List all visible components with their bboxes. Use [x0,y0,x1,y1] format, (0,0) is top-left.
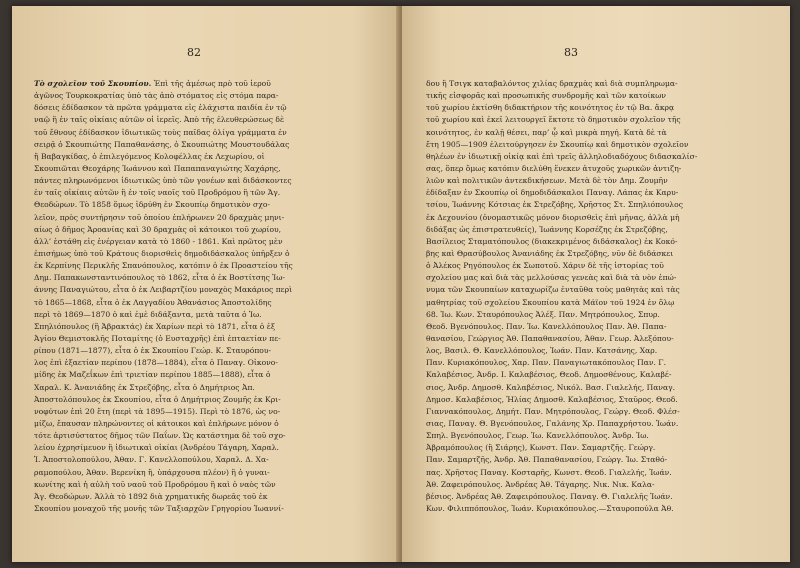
text-line: βης καὶ Θρασύβουλος Ἀνανιάδης ἐκ Στρεζόβης, νῦν δὲ διδάσκει [426,248,674,258]
text-line: ραμοπούλου, Ἀθαν. Βερενίκη ἢ, ὑπάρχουσα πλέον) ἢ ὁ γυναι- [34,467,270,477]
text-line: τοῦ χωρίου ἐκτίσθη διδακτήριον τῆς κοινότητος ἐν τῷ Βα. ἄκρᾳ [426,103,675,113]
text-line: Ἰ. Ἀποστολοπούλου, Ἀθαν. Γ. Κανελλοπούλου, Χαραλ. Δ. Χα- [34,455,269,465]
right-page [402,6,790,562]
page-body [426,78,764,515]
text-line: τσίου, Ἰωάννης Κότσιας ἐκ Στρεζόβης, Χρῆστος Στ. Σπηλιόπουλος [426,200,683,210]
text-line: ἐκ Δεχουνίου (ὀνομαστικῶς μόνον διορισθεὶς ἐπὶ μῆνας, ἀλλὰ μὴ [426,212,680,222]
text-line: πάντες πληρωνόμενοι ἰδιωτικῶς ὑπὸ τῶν γονέων καὶ διδάσκοντες [34,176,292,186]
text-line: μίδης ἐκ Μαζεΐκων ἐπὶ τριετίαν περίπου 1885—1888), εἶτα ὁ [34,370,271,380]
text-line: Σκουπιῶται Θεοχάρης Ἰωάννου καὶ Παπαπαναγιώτης Χαχάρης, [34,163,281,173]
text-line: Δημ. Παπακωνσταντινόπουλος τὸ 1862, εἶτα ὁ ἐκ Βοστίτσης Ἰω- [34,273,285,283]
page-number: 83 [564,46,578,59]
text-line: σειρᾷ ὁ Σκουπιώτης Παπαθανάσης, ὁ Σκουπιώτης Μουστουδάλας [34,139,290,149]
text-line: δου ἢ Τσιγκ καταβαλόντος χιλίας δραχμὰς καὶ διὰ συμπληρωμα- [426,79,678,88]
text-line: λεῖον, πρὸς συντήρησιν τοῦ ὁποίου ἐπλήρωνεν 20 δραχμὰς μηνι- [34,212,285,222]
text-line: Θεοδώρων. Τὸ 1858 ὅμως ἱδρύθη ἐν Σκουπίῳ δημοτικὸν σχο- [34,200,270,210]
text-line: βέσιος. Ἀνδρέας Ἀθ. Ζαφειρόπουλος. Παναγ. Θ. Γιαλελῆς Ἰωάν. [426,491,673,501]
text-line: ἔτη 1905—1909 ἐλειτούργησεν ἐν Σκουπίῳ καὶ δημοτικὸν σχολεῖον [426,139,689,149]
text-line: τικῆς εἰσφορᾶς καὶ προσωπικῆς συνδρομῆς καὶ τῶν κατοίκων [426,91,667,101]
text-line: Ἀποστολόπουλος ἐκ Σκουπίου, εἶτα ὁ Δημήτριος Ζουμῆς ἐκ Κρι- [34,394,281,404]
text-line: ἀλλ’ ἐστάθη εἰς ἐνέργειαν κατὰ τὸ 1860 - 1861. Καὶ πρῶτος μὲν [34,236,283,246]
text-line: περὶ τὸ 1869—1870 ὁ καὶ ἐμὲ διδάξαντα, μετὰ ταῦτα ὁ Ἰω. [34,309,262,319]
text-line: τοῦ ἔθνους ἐδίδασκον ἰδιωτικῶς τοὺς παῖδας ὀλίγα γράμματα ἐν [34,127,287,137]
text-line: Ἀθ. Ζαφειρόπουλος. Ἀνδρέας Ἀθ. Τάγαρης. Νικ. Νικ. Καλα- [426,479,655,489]
page-number: 82 [187,46,201,59]
section-heading: Τὸ σχολεῖον τοῦ Σκουπίου. [34,79,152,88]
text-line: τότε ἀρτισύστατος δῆμος τῶν Παΐων. Ὡς κατάστημα δὲ τοῦ σχο- [34,431,286,441]
text-line: λείου ἐχρησίμευον ἢ ἰδιωτικαὶ οἰκίαι (Ἀνδρέου Τάγαρη, Χαραλ. [34,443,279,453]
text-line: πας. Χρῆστος Παναγ. Κοσταρῆς, Κωνστ. Θεοδ. Γιαλελής, Ἰωάν. [426,467,672,477]
text-line: Σπηλ. Βγενόπουλος, Γεωρ. Ἰω. Κανελλόπουλος. Ἀνδρ. Ἰω. [426,431,649,441]
text-line: Γιαννακόπουλος, Δημήτ. Παν. Μητρόπουλος, Γεώργ. Θεοδ. Φλέσ- [426,406,680,416]
text-line: άννης Παναγιώτου, εἶτα ὁ ἐκ Λειβαρτζίου μοναχὸς Μακάριος περὶ [34,285,293,295]
text-line: τὸ 1865—1868, εἶτα ὁ ἐκ Λαγγαδίου Ἀθανάσιος Ἀποστολίδης [34,297,272,307]
text-line: σιας, Παναγ. Θ. Βγενόπουλος, Γαλάνης Χρ. Παπαχρήστου. Ἰωάν. [426,418,679,428]
text-line: ἐδίδαξαν ἐν Σκουπίῳ οἱ δημοδιδάσκαλοι Παναγ. Λάπας ἐκ Καρυ- [426,188,679,198]
text-line: διδάξας ὡς ἐπιστρατευθείς), Ἰωάννης Κορσέζης ἐκ Στρεζόβης, [426,224,668,234]
text-line: Κων. Φιλιππόπουλος, Ἰωάν. Κυριακόπουλος.—Σταυροπούλα Ἀθ. [426,503,674,513]
text-line: ἐκ Κερπίνης Περικλῆς Σπανόπουλος, κατόπιν ὁ ἐκ Προαστείου τῆς [34,261,293,271]
text-line: ἀγῶνος Τουρκοκρατίας ὑπὸ τὰς ἀπὸ στόματος εἰς στόμα παρα- [34,91,279,101]
text-line: Θεοδ. Βγενόπουλος. Παν. Ἰω. Κανελλόπουλος Παν. Ἀθ. Παπα- [426,321,667,331]
book-spread [12,6,790,562]
text-line [34,78,372,90]
text-line: λιῶν καὶ πολιτικῶν ἀντεκδικήσεων. Μετὰ δὲ τὸν Δημ. Ζουμῆν [426,176,668,186]
text-line: σχολείου μας καὶ διὰ τὰς μελλούσας γενεὰς καὶ διὰ τὰ νὸν ἐπώ- [426,273,677,283]
text-line: Ἁγίου Θεμιστοκλῆς Ποταμίτης (ὁ Ευσταχρῆς) ἐπὶ ἑπταετίαν πε- [34,333,281,343]
text-line: ναῷ ἢ ἐν ταῖς οἰκίαις αὐτῶν οἱ ἱερεῖς. Ἀπὸ τῆς ἐλευθερώσεως δὲ [34,115,285,125]
text-line: Ἀβραμόπουλος (ἢ Σιάρης), Κωνστ. Παν. Σαμαρτζῆς. Γεώργ. [426,443,656,453]
page-body [34,78,372,515]
text-line: Βασίλειος Σταματόπουλος (διακεκριμένος διδάσκαλος) ἐκ Κοκό- [426,236,678,246]
text-line: νυμα τῶν Σκουπαίων καταχωρίζω ἐνταῦθα τοὺς μαθητὰς καὶ τὰς [426,285,680,295]
text-line: ἐπισήμως ὑπὸ τοῦ Κράτους διορισθεὶς δημοδιδάσκαλος ὑπῆρξεν ὁ [34,248,290,258]
text-line: Σκουπίου μοναχοῦ τῆς μονῆς τῶν Ταξιαρχῶν Γρηγορίου Ἰωαννί- [34,503,284,513]
text-line: ὁ Ἀλέκος Ρηγόπουλος ἐκ Σωποτοῦ. Χάριν δὲ τῆς ἱστορίας τοῦ [426,261,664,271]
text-line: θηλέων ἐν ἰδιωτικῇ οἰκίᾳ καὶ ἐπὶ τρεῖς ἀλληλοδιαδόχους διδασκαλίσ- [426,151,698,161]
text-line: ἤ Βαβαγκίδας, ὁ ἐπιλεγόμενος Κολοφέλλας ἐκ Λεχωρίου, οἱ [34,151,265,161]
text-line: Χαραλ. Κ. Ἀνανιάδης ἐκ Στρεζόβης, εἶτα ὁ Δημήτριος Ἀπ. [34,382,255,392]
text-line: ἐν ταῖς οἰκίαις αὐτῶν ἢ ἐν τοῖς ναοῖς τοῦ Προδρόμου ἢ τῶν Ἁγ. [34,188,281,198]
text-line: 68. Ἰω. Κων. Σταυρόπουλος Ἀλέξ. Παν. Μητρόπουλος, Σπυρ. [426,309,660,319]
text-line: Καλαβέσιος, Ἀνδρ. Ι. Καλαβέσιος, Θεοδ. Δημοσθένους, Καλαβέ- [426,370,672,380]
text-line: νοφύτων ἐπὶ 20 ἔτη (περὶ τὰ 1895—1915). Περὶ τὸ 1876, ὡς νο- [34,406,281,416]
text-line: Παν. Σαμαρτζῆς, Ἀνδρ. Ἀθ. Παπαθανασίου, Γεώργ. Ἰω. Σταθό- [426,455,668,465]
text-line: κοινότητος, ἐν καλῇ θέσει, παρ’ ᾧ καὶ μικρὰ πηγή. Κατὰ δὲ τὰ [426,127,667,137]
text-line: μαθητρίας τοῦ σχολείου Σκουπίου κατὰ Μάϊον τοῦ 1924 ἐν ὅλῳ [426,297,675,307]
text-line: Δημοσ. Καλαβέσιος, Ἠλίας Δημοσθ. Καλαβέσιος, Σταῦρος. Θεοδ. [426,394,678,404]
text-line: μίζω, ἔπαυσαν πληρώνοντες οἱ κάτοικοι καὶ ἐπλήρωνε μόνον ὁ [34,418,279,428]
text-line-content: Ἐπὶ τῆς ἀμέσως πρὸ τοῦ ἱεροῦ [153,79,271,88]
text-line: ρίπου (1871—1877), εἶτα ὁ ἐκ Σκουπίου Γεώρ. Κ. Σταυρόπου- [34,346,272,356]
text-line: τοῦ χωρίου καὶ ἐκεῖ λειτουργεῖ ἔκτοτε τὸ δημοτικὸν σχολεῖον τῆς [426,115,681,125]
text-line: λος ἐπὶ ἑξαετίαν περίπου (1878—1884), εἶτα ὁ Παναγ. Οἰκονο- [34,358,278,368]
text-line: λος, Βασιλ. Θ. Κανελλόπουλος, Ἰωάν. Παν. Κατσάνης, Χαρ. [426,346,658,356]
text-line: κωνίτης καὶ ἡ αὐλὴ τοῦ ναοῦ τοῦ Προδρόμου ἢ καὶ ὁ ναὸς τῶν [34,479,276,489]
text-line: σας, ὅπερ ὅμως κατόπιν διελύθη ἕνεκεν ἀτυχοῦς χωρικῶν ἀντιζη- [426,163,682,173]
left-page [12,6,400,562]
text-line: σιος, Ἀνδρ. Δημοσθ. Καλαβέσιος, Νικόλ. Βασ. Γιαλελής, Παναγ. [426,382,676,392]
text-line: Σπηλιόπουλος (ἢ Ἀβρακτάς) ἐκ Χαρίων περὶ τὸ 1871, εἶτα ὁ ἐξ [34,321,276,331]
text-line: δόσεις ἐδίδασκον τὰ πρῶτα γράμματα εἰς ἐλάχιστα παιδία ἐν τῷ [34,103,287,113]
text-line: Παν. Κυριακόπουλος, Χαρ. Παν. Παναγιωτακόπουλος Παν. Γ. [426,358,666,368]
text-line: Ἁγ. Θεοδώρων. Ἀλλὰ τὸ 1892 διὰ χρηματικῆς δωρεᾶς τοῦ ἐκ [34,491,268,501]
text-line: αίως ὁ δῆμος Ἀροανίας καὶ 30 δραχμὰς οἱ κάτοικοι τοῦ χωρίου, [34,224,282,234]
text-line: θανασίου, Γεώργιος Ἀθ. Παπαθανασίου, Ἀθαν. Γεωρ. Ἀλεξόπου- [426,333,674,343]
